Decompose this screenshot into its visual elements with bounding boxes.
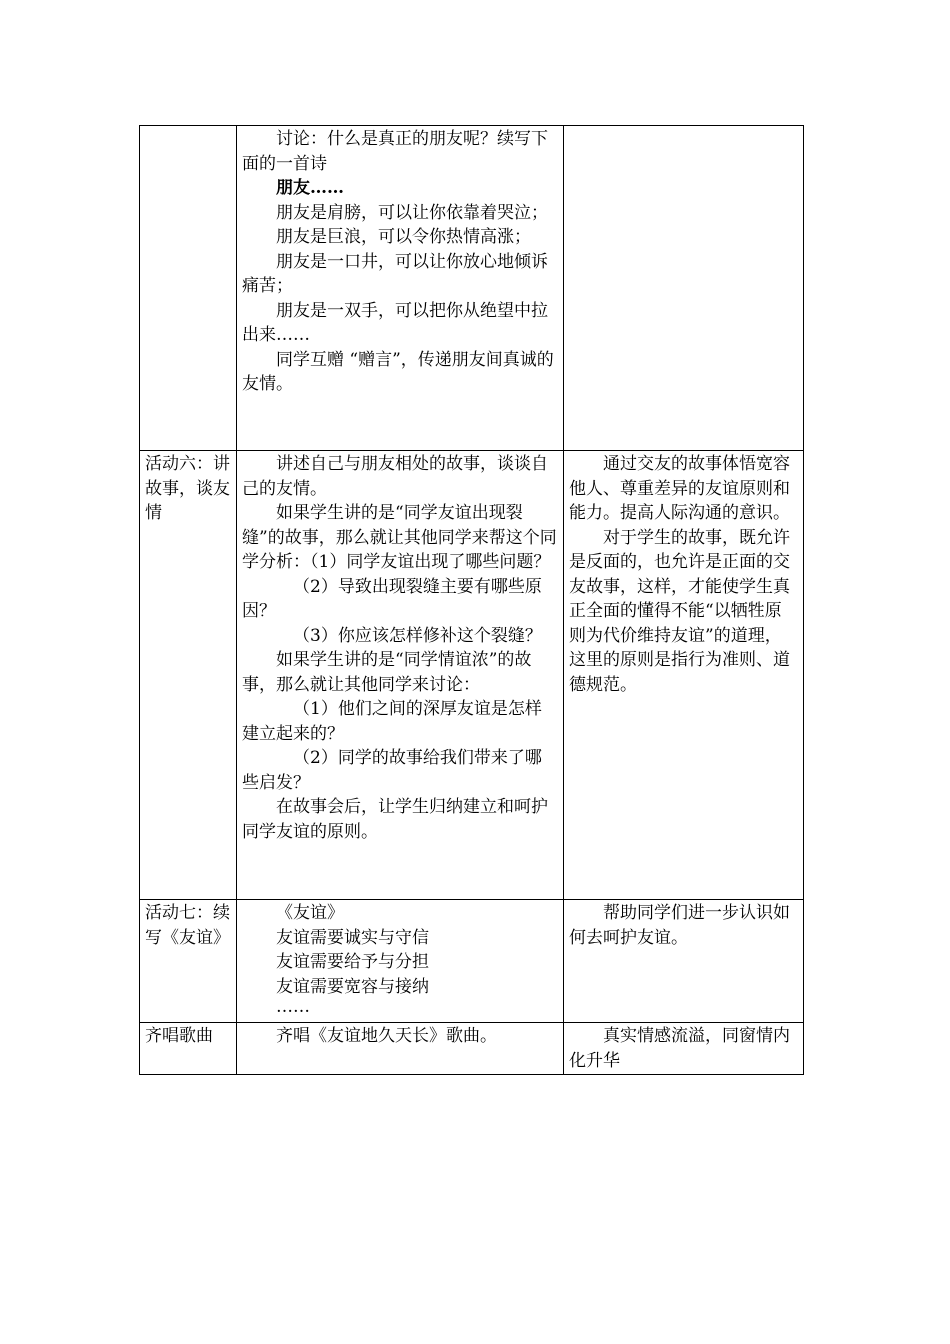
activity-content-cell	[237, 1023, 564, 1075]
activity-label-cell	[140, 900, 237, 1023]
poem-line: 朋友是巨浪，可以令你热情高涨；	[276, 227, 531, 247]
content-paragraph: 如果学生讲的是“同学友谊出现裂缝”的故事，那么就让其他同学来帮这个同学分析：（1）同学友谊出现了哪些问题？	[242, 503, 557, 572]
activity-label-cell	[140, 1023, 237, 1075]
activity-note-cell	[564, 900, 804, 1023]
poem-line: 朋友是一口井，可以让你放心地倾诉痛苦；	[242, 251, 548, 296]
discussion-prompt: 讨论：什么是真正的朋友呢？续写下面的一首诗	[242, 129, 548, 174]
activity-content-cell	[237, 451, 564, 900]
note-paragraph: 真实情感流溢，同窗情内化升华	[569, 1026, 790, 1071]
lesson-plan-table	[139, 125, 804, 1075]
note-paragraph: 对于学生的故事，既允许是反面的，也允许是正面的交友故事，这样，才能使学生真正全面的懂得不能“以牺牲原则为代价维持友谊”的道理，这里的原则是指行为准则、道德规范。	[569, 527, 790, 695]
poem-title: 朋友……	[276, 178, 344, 198]
activity-label: 齐唱歌曲	[145, 1026, 213, 1046]
poem-line: 友谊需要宽容与接纳	[276, 976, 429, 997]
activity-label-cell	[140, 451, 237, 900]
content-paragraph: 齐唱《友谊地久天长》歌曲。	[276, 1026, 497, 1046]
activity-note-cell	[564, 1023, 804, 1075]
activity-note-cell	[564, 451, 804, 900]
note-paragraph: 帮助同学们进一步认识如何去呵护友谊。	[569, 903, 790, 948]
poem-line: 朋友是一双手，可以把你从绝望中拉出来……	[242, 300, 548, 345]
content-paragraph: （1）他们之间的深厚友谊是怎样建立起来的？	[242, 699, 542, 744]
poem-line: 朋友是肩膀，可以让你依靠着哭泣；	[276, 202, 548, 223]
table-row	[140, 126, 804, 451]
content-paragraph: 在故事会后，让学生归纳建立和呵护同学友谊的原则。	[242, 797, 548, 842]
activity-label-cell	[140, 126, 237, 451]
content-paragraph: 讲述自己与朋友相处的故事，谈谈自己的友情。	[242, 454, 548, 499]
table-row	[140, 900, 804, 1023]
poem-line: 友谊需要给予与分担	[276, 952, 429, 972]
poem-line: 友谊需要诚实与守信	[276, 927, 429, 948]
activity-content-cell	[237, 126, 564, 451]
activity-note-cell	[564, 126, 804, 451]
activity-content-cell	[237, 900, 564, 1023]
content-paragraph: （3）你应该怎样修补这个裂缝？	[293, 625, 542, 646]
table-row	[140, 1023, 804, 1075]
gift-words-text: 同学互赠 “赠言”，传递朋友间真诚的友情。	[242, 349, 554, 394]
poem-line: ……	[276, 997, 310, 1017]
table-row	[140, 451, 804, 900]
note-paragraph: 通过交友的故事体悟宽容他人、尊重差异的友谊原则和能力。提高人际沟通的意识。	[569, 454, 790, 523]
content-paragraph: （2）导致出现裂缝主要有哪些原因？	[242, 576, 542, 621]
content-paragraph: （2）同学的故事给我们带来了哪些启发？	[242, 748, 542, 793]
content-paragraph: 如果学生讲的是“同学情谊浓”的故事，那么就让其他同学来讨论：	[242, 650, 532, 695]
activity-label: 活动六：讲故事，谈友情	[145, 454, 230, 523]
activity-label: 活动七：续写《友谊》	[145, 903, 230, 948]
poem-title: 《友谊》	[276, 903, 344, 923]
